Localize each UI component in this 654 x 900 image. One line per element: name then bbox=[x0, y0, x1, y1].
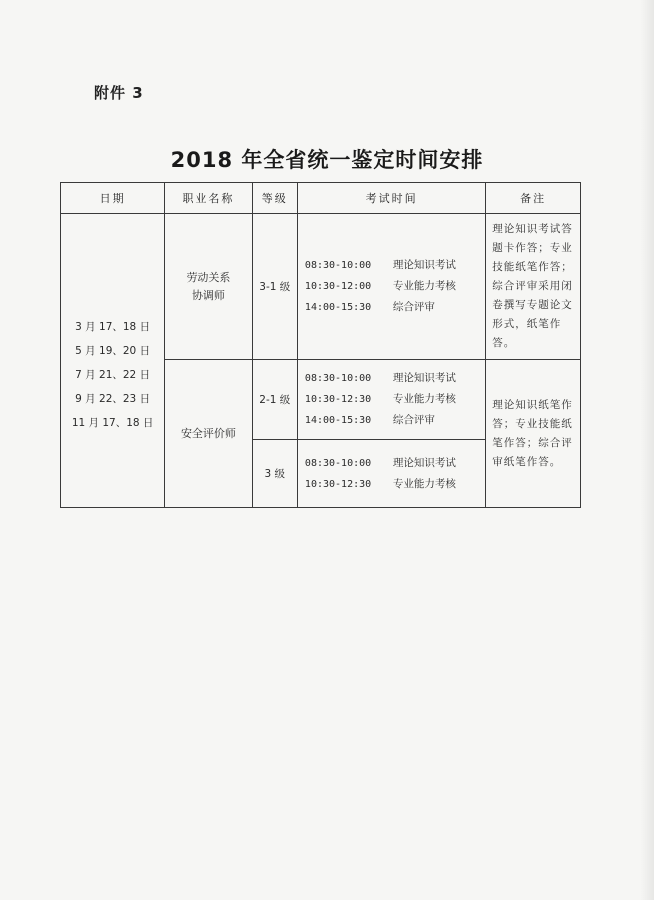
level-cell: 3 级 bbox=[252, 440, 297, 508]
header-time: 考试时间 bbox=[297, 183, 485, 214]
job-name-line: 安全评价师 bbox=[180, 426, 236, 440]
session-time: 10:30-12:00 bbox=[304, 281, 372, 292]
date-item: 9 月 22、23 日 bbox=[75, 392, 151, 405]
session-time: 10:30-12:30 bbox=[304, 394, 372, 405]
date-item: 3 月 17、18 日 bbox=[75, 320, 151, 333]
session-subject: 综合评审 bbox=[392, 301, 435, 313]
page-edge-shadow bbox=[640, 0, 654, 900]
session-time: 14:00-15:30 bbox=[304, 415, 372, 426]
session-line bbox=[305, 389, 485, 410]
job-name-line: 劳动关系 bbox=[186, 270, 231, 284]
session-subject: 专业能力考核 bbox=[392, 280, 456, 292]
session-subject: 专业能力考核 bbox=[392, 393, 456, 405]
header-note: 备注 bbox=[486, 183, 581, 214]
session-time: 08:30-10:00 bbox=[304, 373, 372, 384]
job-cell bbox=[165, 214, 252, 360]
session-line bbox=[305, 410, 485, 431]
level-cell: 3-1 级 bbox=[252, 214, 297, 360]
session-line bbox=[305, 276, 485, 297]
session-subject: 理论知识考试 bbox=[392, 259, 456, 271]
session-line bbox=[305, 453, 485, 474]
session-subject: 综合评审 bbox=[392, 414, 435, 426]
page-title: 2018 年全省统一鉴定时间安排 bbox=[170, 148, 484, 172]
header-level: 等级 bbox=[252, 183, 297, 214]
date-item: 11 月 17、18 日 bbox=[71, 416, 154, 429]
session-time: 08:30-10:00 bbox=[304, 260, 372, 271]
session-subject: 理论知识考试 bbox=[392, 456, 456, 469]
header-date: 日期 bbox=[61, 183, 165, 214]
attachment-label: 附件 3 bbox=[94, 84, 144, 102]
session-subject: 专业能力考核 bbox=[392, 477, 456, 490]
note-cell: 理论知识纸笔作答；专业技能纸笔作答；综合评审纸笔作答。 bbox=[486, 360, 581, 508]
session-subject: 理论知识考试 bbox=[392, 372, 456, 384]
time-cell bbox=[297, 360, 485, 440]
session-time: 14:00-15:30 bbox=[304, 302, 372, 313]
session-line bbox=[305, 255, 485, 276]
date-cell bbox=[61, 214, 165, 508]
time-cell bbox=[297, 214, 485, 360]
date-item: 7 月 21、22 日 bbox=[75, 368, 151, 381]
level-cell: 2-1 级 bbox=[252, 360, 297, 440]
session-time: 10:30-12:30 bbox=[304, 478, 372, 490]
job-name-line: 协调师 bbox=[191, 288, 225, 302]
note-cell: 理论知识考试答题卡作答；专业技能纸笔作答；综合评审采用闭卷撰写专题论文形式，纸笔作答。 bbox=[486, 214, 581, 360]
time-cell bbox=[297, 440, 485, 508]
table-header-row bbox=[61, 183, 581, 214]
session-line bbox=[305, 297, 485, 318]
header-job: 职业名称 bbox=[165, 183, 252, 214]
session-line bbox=[305, 368, 485, 389]
date-item: 5 月 19、20 日 bbox=[75, 344, 151, 357]
table-row bbox=[61, 214, 581, 360]
job-cell bbox=[165, 360, 252, 508]
session-time: 08:30-10:00 bbox=[304, 457, 372, 469]
session-line bbox=[305, 474, 485, 495]
schedule-table bbox=[60, 182, 581, 508]
